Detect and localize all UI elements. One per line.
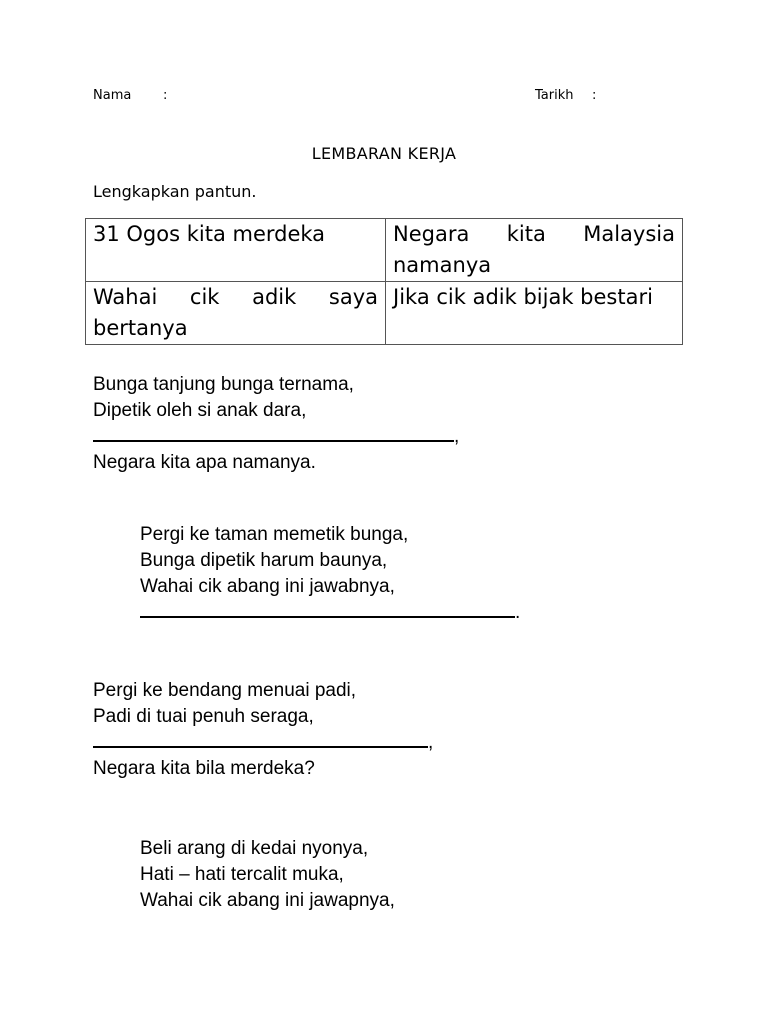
- pantun-line: Negara kita bila merdeka?: [93, 758, 315, 779]
- pantun-line: Wahai cik abang ini jawapnya,: [140, 890, 395, 911]
- pantun-line: Pergi ke taman memetik bunga,: [140, 524, 409, 545]
- date-colon: :: [592, 88, 597, 103]
- name-label: Nama: [93, 88, 132, 103]
- line-punctuation: ,: [454, 426, 460, 447]
- name-colon: :: [163, 88, 168, 103]
- table-cell: Negara kita Malaysia namanya: [386, 219, 683, 282]
- pantun-stanza-2: [140, 522, 520, 626]
- page-title: LEMBARAN KERJA: [311, 144, 457, 163]
- pantun-line: Pergi ke bendang menuai padi,: [93, 680, 357, 701]
- answer-line[interactable]: [93, 424, 459, 450]
- answer-line[interactable]: [140, 600, 520, 626]
- word-bank-table: [85, 218, 683, 345]
- table-cell: 31 Ogos kita merdeka: [86, 219, 386, 282]
- pantun-line: Padi di tuai penuh seraga,: [93, 706, 314, 727]
- table-cell: Wahai cik adik saya bertanya: [86, 282, 386, 345]
- pantun-line: Beli arang di kedai nyonya,: [140, 838, 369, 859]
- table-row: [86, 219, 683, 282]
- line-punctuation: ,: [428, 732, 434, 753]
- pantun-line: Negara kita apa namanya.: [93, 452, 316, 473]
- answer-blank[interactable]: [140, 600, 515, 618]
- answer-line[interactable]: [93, 730, 433, 756]
- answer-blank[interactable]: [93, 730, 428, 748]
- instruction-text: Lengkapkan pantun.: [93, 182, 257, 201]
- pantun-stanza-1: [93, 372, 459, 476]
- pantun-stanza-3: [93, 678, 433, 782]
- table-row: [86, 282, 683, 345]
- pantun-line: Dipetik oleh si anak dara,: [93, 400, 307, 421]
- pantun-line: Hati – hati tercalit muka,: [140, 864, 344, 885]
- pantun-line: Wahai cik abang ini jawabnya,: [140, 576, 395, 597]
- answer-blank[interactable]: [93, 424, 454, 442]
- pantun-line: Bunga dipetik harum baunya,: [140, 550, 388, 571]
- pantun-line: Bunga tanjung bunga ternama,: [93, 374, 354, 395]
- line-punctuation: .: [515, 602, 521, 623]
- pantun-stanza-4: [140, 836, 395, 914]
- date-label: Tarikh: [535, 88, 574, 103]
- table-cell: Jika cik adik bijak bestari: [386, 282, 683, 345]
